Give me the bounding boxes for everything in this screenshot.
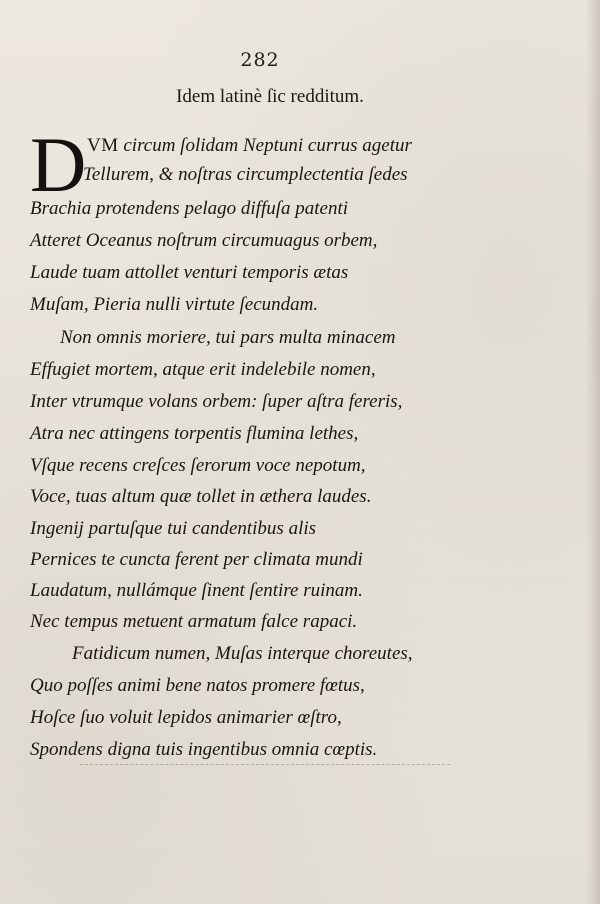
- bottom-rule: [80, 764, 450, 765]
- poem-line-8: Effugiet mortem, atque erit indelebile nomen,: [30, 359, 376, 380]
- poem-heading: Idem latinè ſic redditum.: [176, 86, 364, 107]
- drop-cap: D: [30, 121, 87, 208]
- poem-line-19: Hoſce ſuo voluit lepidos animarier œſtro,: [30, 707, 342, 728]
- poem-line-1: [87, 135, 412, 157]
- poem-line-16: Nec tempus metuent armatum falce rapaci.: [30, 611, 358, 632]
- poem-line-1-text: circum ſolidam Neptuni currus agetur: [123, 135, 412, 156]
- poem-line-12: Voce, tuas altum quæ tollet in æthera laudes.: [30, 486, 372, 507]
- poem-line-14: Pernices te cuncta ferent per climata mundi: [30, 549, 363, 570]
- poem-line-4: Atteret Oceanus noſtrum circumuagus orbem,: [30, 230, 378, 251]
- poem-line-18: Quo poſſes animi bene natos promere fœtus,: [30, 675, 365, 696]
- poem-line-11: Vſque recens creſces ſerorum voce nepotum,: [30, 455, 366, 476]
- poem-line-10: Atra nec attingens torpentis flumina lethes,: [30, 423, 359, 444]
- poem-line-3: Brachia protendens pelago diffuſa patenti: [30, 198, 349, 219]
- poem-line-15: Laudatum, nullámque ſinent ſentire ruinam.: [30, 580, 363, 601]
- poem-line-13: Ingenij partuſque tui candentibus alis: [30, 518, 317, 539]
- poem-line-5: Laude tuam attollet venturi temporis ætas: [30, 262, 349, 283]
- poem-line-6: Muſam, Pieria nulli virtute ſecundam.: [30, 294, 319, 315]
- poem-line-17: Fatidicum numen, Muſas interque choreutes,: [72, 643, 413, 664]
- page-edge-shadow: [586, 0, 600, 904]
- page-number: 282: [240, 49, 280, 71]
- first-line-caps: VM: [87, 135, 119, 156]
- poem-line-2: Tellurem, & noſtras circumplectentia ſedes: [83, 164, 408, 185]
- poem-line-20: Spondens digna tuis ingentibus omnia cœptis.: [30, 739, 378, 760]
- poem-line-7: Non omnis moriere, tui pars multa minacem: [60, 327, 396, 348]
- poem-line-9: Inter vtrumque volans orbem: ſuper aſtra fereris,: [30, 391, 403, 412]
